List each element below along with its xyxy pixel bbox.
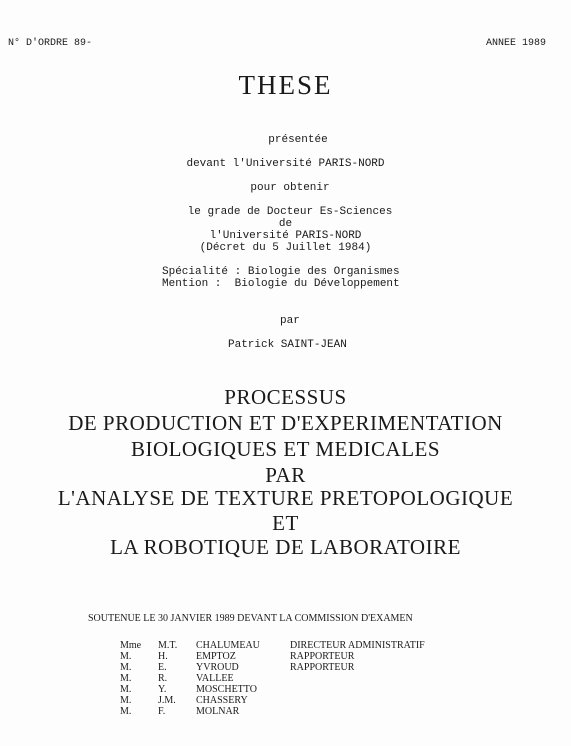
jury-initials: J.M. [158, 695, 176, 706]
presentee-text: présentée [268, 134, 328, 146]
author-name: Patrick SAINT-JEAN [228, 339, 347, 351]
jury-title: M. [120, 651, 132, 662]
thesis-title-line-7: LA ROBOTIQUE DE LABORATOIRE [110, 535, 461, 559]
jury-initials: E. [158, 662, 167, 673]
jury-title: M. [120, 695, 132, 706]
specialite-text: Spécialité : Biologie des Organismes [162, 266, 400, 278]
thesis-title-line-3: BIOLOGIQUES ET MEDICALES [130, 437, 441, 461]
jury-title: Mme [120, 640, 142, 651]
jury-name: MOSCHETTO [196, 684, 257, 695]
decret-text: (Décret du 5 Juillet 1984) [199, 242, 372, 254]
jury-role: DIRECTEUR ADMINISTRATIF [290, 640, 425, 651]
jury-name: CHALUMEAU [196, 640, 260, 651]
de-text: de [278, 218, 293, 230]
jury-initials: M.T. [158, 640, 178, 651]
jury-title: M. [120, 673, 132, 684]
jury-name: CHASSERY [196, 695, 248, 706]
devant-text: devant l'Université PARIS-NORD [186, 158, 385, 170]
jury-role: RAPPORTEUR [290, 662, 355, 673]
order-number: N° D'ORDRE 89- [8, 38, 93, 49]
defense-statement: SOUTENUE LE 30 JANVIER 1989 DEVANT LA COMMISSION D'EXAMEN [88, 613, 413, 624]
grade-text: le grade de Docteur Es-Sciences [187, 206, 393, 218]
jury-name: EMPTOZ [196, 651, 236, 662]
thesis-title-line-6: ET [272, 511, 299, 535]
thesis-title-line-4: PAR [265, 463, 306, 487]
thesis-title-line-2: DE PRODUCTION ET D'EXPERIMENTATION [68, 411, 503, 435]
mention-text: Mention : Biologie du Développement [162, 278, 400, 290]
jury-role: RAPPORTEUR [290, 651, 355, 662]
jury-name: MOLNAR [196, 706, 240, 717]
jury-name: YVROUD [196, 662, 239, 673]
jury-initials: R. [158, 673, 168, 684]
thesis-title-line-1: PROCESSUS [224, 385, 347, 409]
jury-initials: Y. [158, 684, 167, 695]
university-text: l'Université PARIS-NORD [209, 230, 362, 242]
jury-title: M. [120, 684, 132, 695]
jury-title: M. [120, 662, 132, 673]
pour-obtenir-text: pour obtenir [250, 182, 330, 194]
par-text: par [280, 315, 300, 327]
document-title: THESE [238, 70, 333, 100]
jury-initials: F. [158, 706, 166, 717]
thesis-title-line-5: L'ANALYSE DE TEXTURE PRETOPOLOGIQUE [57, 486, 514, 510]
jury-title: M. [120, 706, 132, 717]
year: ANNEE 1989 [485, 38, 546, 49]
jury-initials: H. [158, 651, 168, 662]
jury-name: VALLEE [196, 673, 234, 684]
